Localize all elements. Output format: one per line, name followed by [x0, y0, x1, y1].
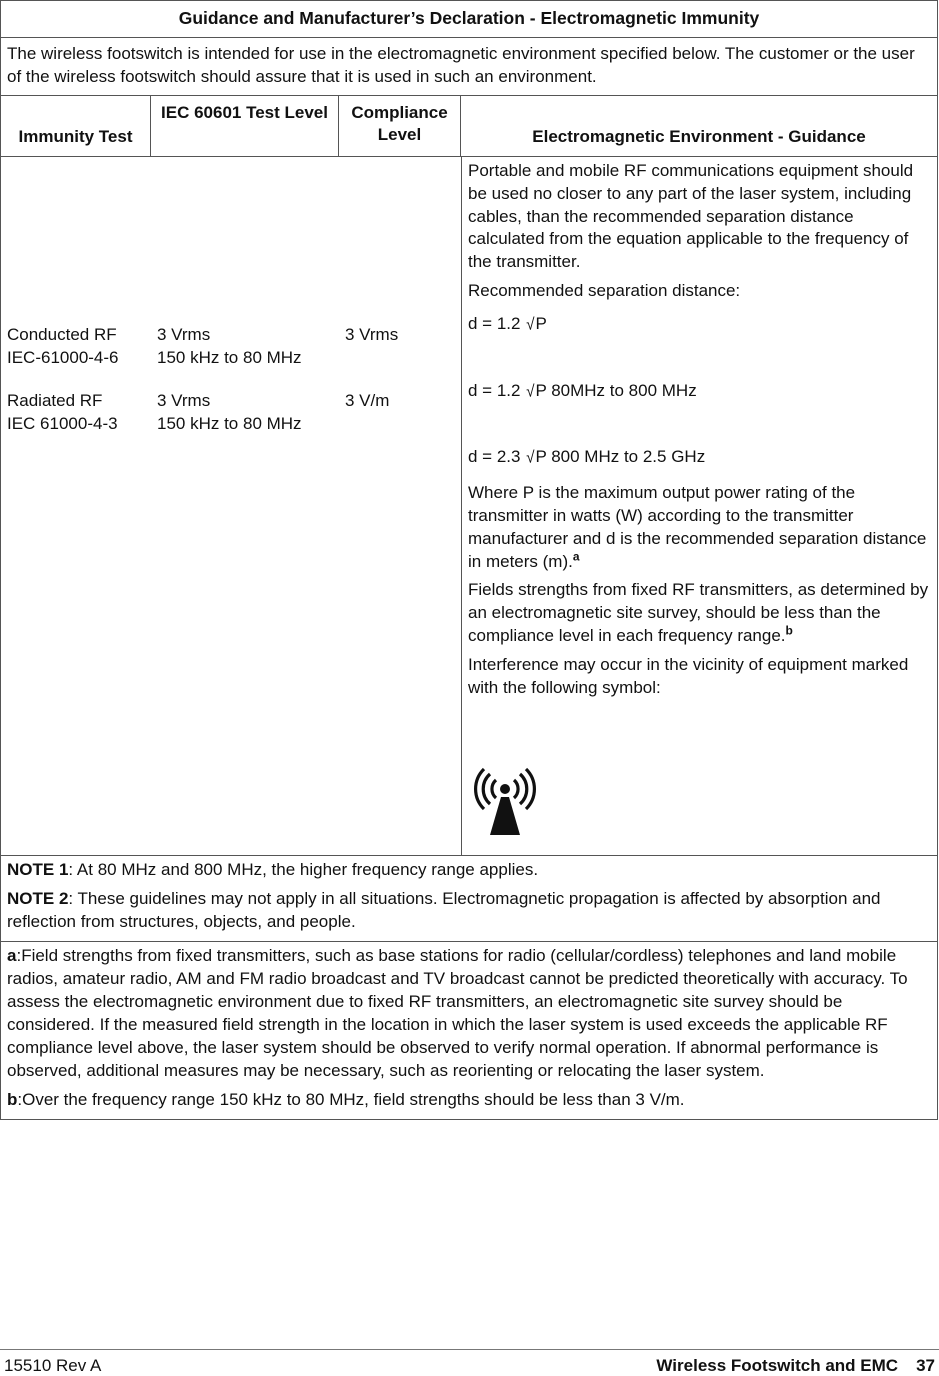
- immunity-test-standard: IEC-61000-4-6: [7, 348, 119, 367]
- sqrt-symbol: √: [526, 448, 535, 468]
- page-number: 37: [916, 1356, 935, 1375]
- iec-level-value: 3 Vrms: [157, 325, 211, 344]
- test-columns: [1, 157, 462, 855]
- table-row: [7, 323, 119, 369]
- separation-equation: d = 1.2 √P 80MHz to 800 MHz: [468, 380, 931, 404]
- sqrt-symbol: √: [526, 314, 535, 334]
- guidance-paragraph: Fields strengths from fixed RF transmitters, as determined by an electromagnetic site survey, should be less than the compliance level in each frequency range.$^b$: [468, 580, 929, 645]
- iec-level-range: 150 kHz to 80 MHz: [157, 348, 302, 367]
- guidance-paragraph: Where P is the maximum output power rating of the transmitter in watts (W) according to the transmitter manufacturer and d is the recommended separation distance in meters (m).$^a$: [468, 483, 927, 571]
- iec-level-range: 150 kHz to 80 MHz: [157, 414, 302, 433]
- guidance-paragraph: Interference may occur in the vicinity of equipment marked with the following symbol:: [468, 654, 909, 697]
- header-guidance: Electromagnetic Environment - Guidance: [532, 127, 866, 146]
- table-row: [7, 389, 118, 435]
- footnote-b: b:Over the frequency range 150 kHz to 80 MHz, field strengths should be less than 3 V/m.: [7, 1090, 685, 1109]
- page-footer: [0, 1349, 939, 1376]
- table-header-row: [1, 96, 937, 157]
- guidance-paragraph: Recommended separation distance:: [468, 280, 741, 300]
- sqrt-symbol: √: [526, 381, 535, 401]
- non-ionizing-radiation-icon: [470, 767, 540, 839]
- guidance-cell: [462, 157, 937, 855]
- footnote-ref: a: [572, 548, 580, 563]
- separation-equation: d = 1.2 √P: [468, 313, 931, 337]
- note-1: NOTE 1: At 80 MHz and 800 MHz, the higher frequency range applies.: [7, 860, 539, 879]
- iec-level-value: 3 Vrms: [157, 391, 211, 410]
- header-compliance-level: Compliance Level: [339, 96, 461, 156]
- immunity-test-standard: IEC 61000-4-3: [7, 414, 118, 433]
- iec-level-cell: [157, 323, 302, 369]
- iec-level-cell: [157, 389, 302, 435]
- compliance-level-value: 3 V/m: [345, 391, 390, 410]
- table-body-row: [1, 157, 937, 856]
- footer-section-title: Wireless Footswitch and EMC 37: [656, 1356, 935, 1375]
- footnote-a: a:Field strengths from fixed transmitters, such as base stations for radio (cellular/cordless) telephones and land mobile radios, amateur radio, AM and FM radio broadcast and TV broadcast cannot be predicted theoretically with accuracy. To assess the electromagnetic environment due to fixed RF transmitters, an electromagnetic site survey should be considered. If the measured field strength in the location in which the laser system is used exceeds the applicable RF compliance level above, the laser system should be observed to verify normal operation. If abnormal performance is observed, additional measures may be necessary, such as reorienting or relocating the laser system.: [7, 946, 908, 1080]
- notes-section: [1, 856, 937, 942]
- footnote-ref: b: [785, 623, 793, 638]
- document-id: 15510 Rev A: [4, 1356, 102, 1375]
- guidance-paragraph: Portable and mobile RF communications equipment should be used no closer to any part of the laser system, including cables, than the recommended separation distance calculated from the equation applicable to the frequency of the transmitter.: [468, 161, 914, 272]
- note-2: NOTE 2: These guidelines may not apply in all situations. Electromagnetic propagation is affected by absorption and reflection from structures, objects, and people.: [7, 889, 881, 931]
- footnotes-section: [1, 942, 937, 1120]
- immunity-test-name: Radiated RF: [7, 391, 103, 410]
- separation-equation: d = 2.3 √P 800 MHz to 2.5 GHz: [468, 446, 931, 470]
- header-iec-level: IEC 60601 Test Level: [151, 96, 339, 156]
- immunity-test-name: Conducted RF: [7, 325, 117, 344]
- header-immunity-test: Immunity Test: [1, 96, 151, 156]
- compliance-level-value: 3 Vrms: [345, 325, 399, 344]
- table-title: Guidance and Manufacturer’s Declaration - Electromagnetic Immunity: [1, 1, 937, 38]
- table-intro: The wireless footswitch is intended for use in the electromagnetic environment specified below. The customer or the user of the wireless footswitch should assure that it is used in such an environment.: [1, 38, 937, 96]
